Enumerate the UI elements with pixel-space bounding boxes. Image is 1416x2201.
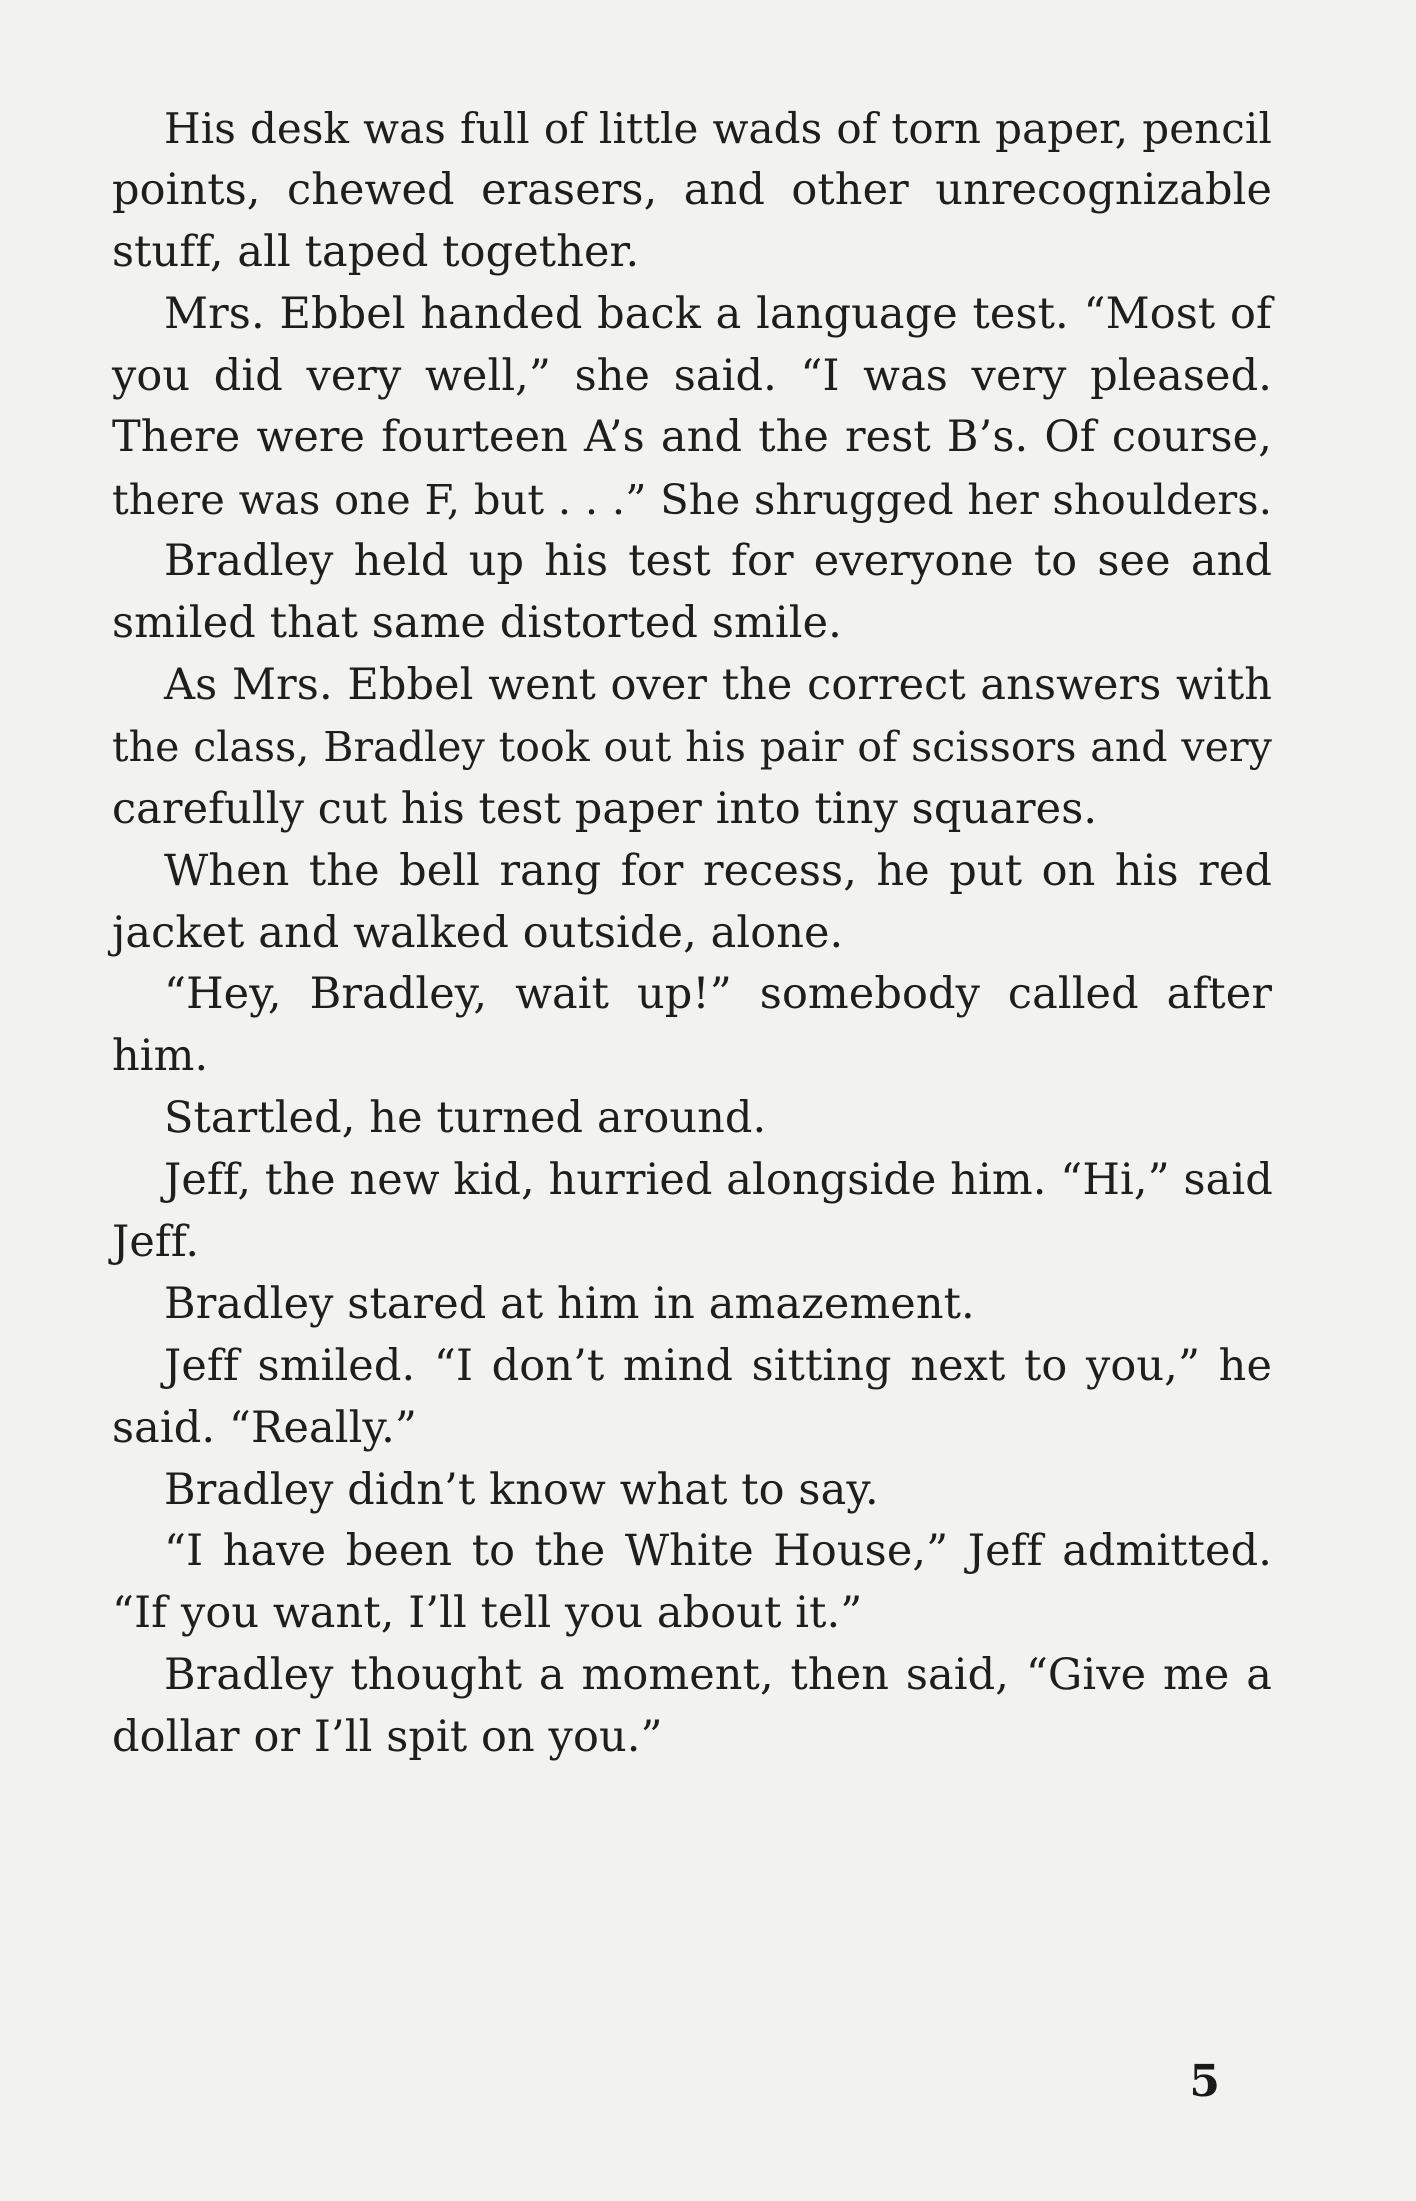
text-line: Mrs. Ebbel handed back a language test. “Most of: [164, 288, 1272, 339]
text-line: there was one F, but . . .” She shrugged her shoulders.: [112, 475, 1272, 525]
text-line: Bradley didn’t know what to say.: [164, 1464, 879, 1515]
text-line: dollar or I’ll spit on you.”: [112, 1712, 663, 1763]
text-line: you did very well,” she said. “I was very pleased.: [112, 350, 1272, 401]
text-line: “Hey, Bradley, wait up!” somebody called after: [164, 969, 1272, 1020]
text-line: the class, Bradley took out his pair of scissors and very: [112, 722, 1272, 771]
text-line: Jeff.: [112, 1217, 200, 1268]
text-line: Startled, he turned around.: [164, 1093, 767, 1144]
text-line: Bradley held up his test for everyone to see and: [164, 536, 1272, 587]
text-line: said. “Really.”: [112, 1402, 417, 1453]
text-line: Bradley stared at him in amazement.: [164, 1278, 975, 1329]
text-line: jacket and walked outside, alone.: [112, 907, 844, 958]
text-line: Bradley thought a moment, then said, “Give me a: [164, 1650, 1272, 1701]
text-line: As Mrs. Ebbel went over the correct answers with: [164, 660, 1272, 711]
text-line: His desk was full of little wads of torn paper, pencil: [164, 104, 1272, 153]
text-line: “I have been to the White House,” Jeff admitted.: [164, 1526, 1272, 1577]
text-line: Jeff, the new kid, hurried alongside him. “Hi,” said: [164, 1155, 1273, 1206]
text-line: When the bell rang for recess, he put on his red: [164, 845, 1272, 896]
text-line: smiled that same distorted smile.: [112, 598, 842, 649]
text-line: Jeff smiled. “I don’t mind sitting next to you,” he: [164, 1340, 1272, 1391]
text-line: carefully cut his test paper into tiny squares.: [112, 783, 1098, 834]
text-line: him.: [112, 1031, 209, 1082]
page-number: 5: [1189, 2056, 1220, 2107]
text-line: stuff, all taped together.: [112, 226, 640, 277]
text-line: There were fourteen A’s and the rest B’s. Of course,: [112, 412, 1272, 463]
text-line: “If you want, I’ll tell you about it.”: [112, 1588, 863, 1639]
body-text: [112, 98, 1272, 1769]
text-line: points, chewed erasers, and other unrecognizable: [112, 164, 1272, 215]
